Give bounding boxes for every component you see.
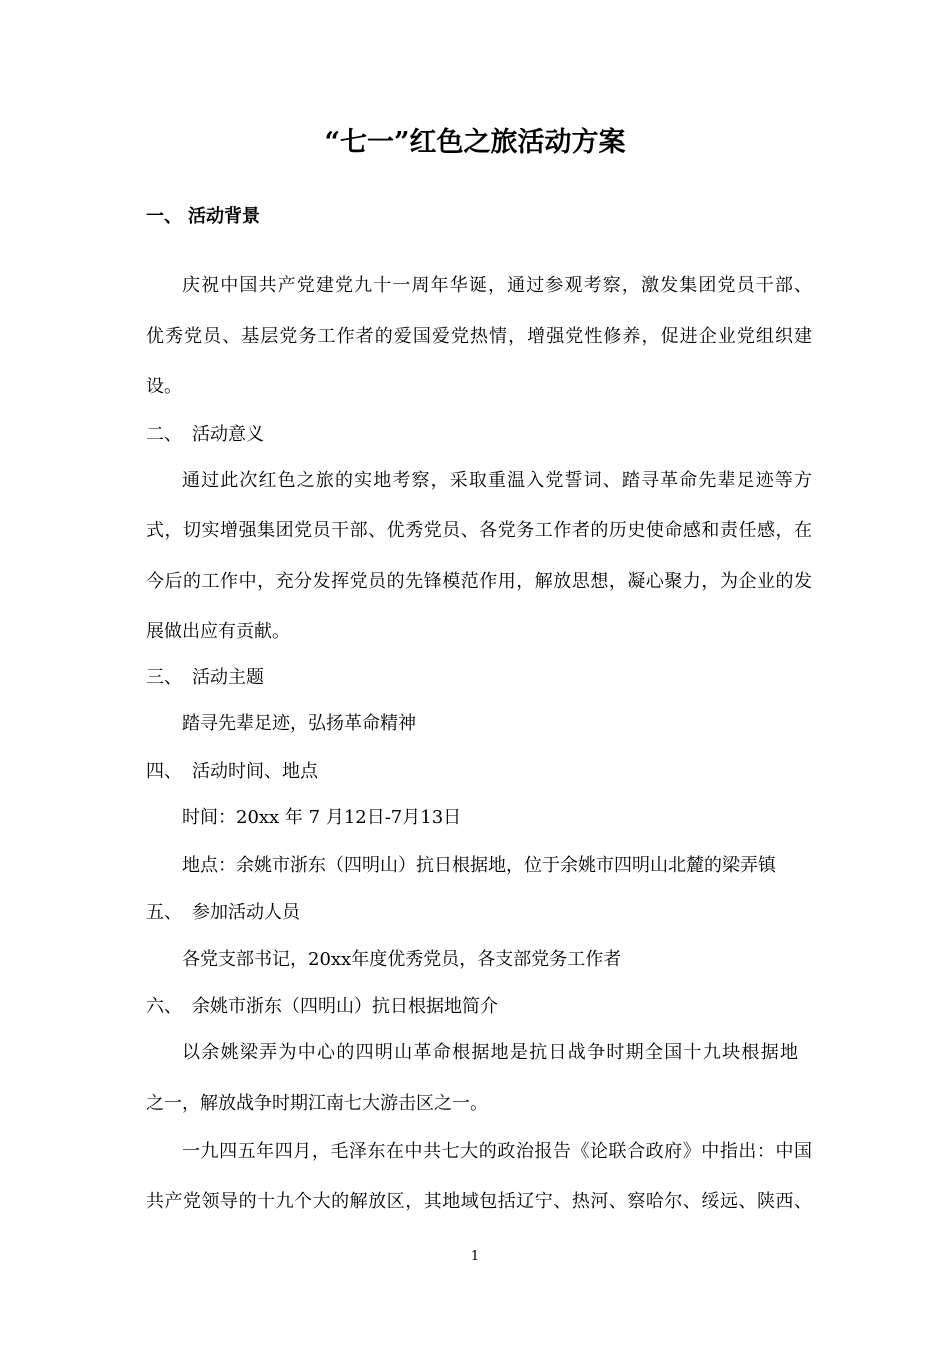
paragraph-line: 以余姚梁弄为中心的四明山革命根据地是抗日战争时期全国十九块根据地: [182, 1042, 798, 1063]
section-number: 五、: [146, 902, 182, 923]
paragraph-line: 时间：20xx 年 7 月12日-7月13日: [182, 807, 462, 828]
paragraph-line: 之一，解放战争时期江南七大游击区之一。: [146, 1093, 488, 1114]
section-heading-base-intro: [146, 992, 812, 1022]
paragraph-line: 式，切实增强集团党员干部、优秀党员、各党务工作者的历史使命感和责任感，在: [146, 520, 812, 541]
paragraph-line: 通过此次红色之旅的实地考察，采取重温入党誓词、踏寻革命先辈足迹等方: [182, 470, 812, 491]
paragraph-line: 今后的工作中，充分发挥党员的先锋模范作用，解放思想，凝心聚力，为企业的发: [146, 571, 812, 592]
paragraph-line: 地点：余姚市浙东（四明山）抗日根据地，位于余姚市四明山北麓的梁弄镇: [182, 855, 776, 876]
section-number: 四、: [146, 761, 182, 782]
section-title: 余姚市浙东（四明山）抗日根据地简介: [192, 996, 498, 1017]
paragraph-line: 踏寻先辈足迹，弘扬革命精神: [182, 713, 416, 734]
section-title: 活动主题: [192, 667, 264, 688]
section-title: 活动背景: [188, 206, 260, 227]
paragraph-line: 共产党领导的十九个大的解放区，其地域包括辽宁、热河、察哈尔、绥远、陕西、: [146, 1191, 812, 1212]
section-title: 活动意义: [192, 424, 264, 445]
section-heading-significance: [146, 420, 812, 450]
section-heading-background: [146, 202, 812, 232]
paragraph-line: 展做出应有贡献。: [146, 621, 290, 642]
page-number: 1: [470, 1249, 480, 1264]
section-number: 一、: [146, 206, 182, 227]
section-title: 参加活动人员: [192, 902, 300, 923]
section-heading-participants: [146, 898, 812, 928]
section-title: 活动时间、地点: [192, 761, 318, 782]
paragraph-line: 优秀党员、基层党务工作者的爱国爱党热情，增强党性修养，促进企业党组织建: [146, 326, 812, 347]
section-number: 六、: [146, 996, 182, 1017]
paragraph-line: 设。: [146, 376, 182, 397]
section-heading-time-place: [146, 757, 812, 787]
section-number: 二、: [146, 424, 182, 445]
paragraph-line: 庆祝中国共产党建党九十一周年华诞，通过参观考察，激发集团党员干部、: [182, 275, 812, 296]
paragraph-line: 一九四五年四月，毛泽东在中共七大的政治报告《论联合政府》中指出：中国: [182, 1141, 812, 1162]
document-title: “七一”红色之旅活动方案: [324, 127, 626, 158]
paragraph-line: 各党支部书记，20xx年度优秀党员，各支部党务工作者: [182, 949, 622, 970]
section-heading-theme: [146, 663, 812, 693]
section-number: 三、: [146, 667, 182, 688]
